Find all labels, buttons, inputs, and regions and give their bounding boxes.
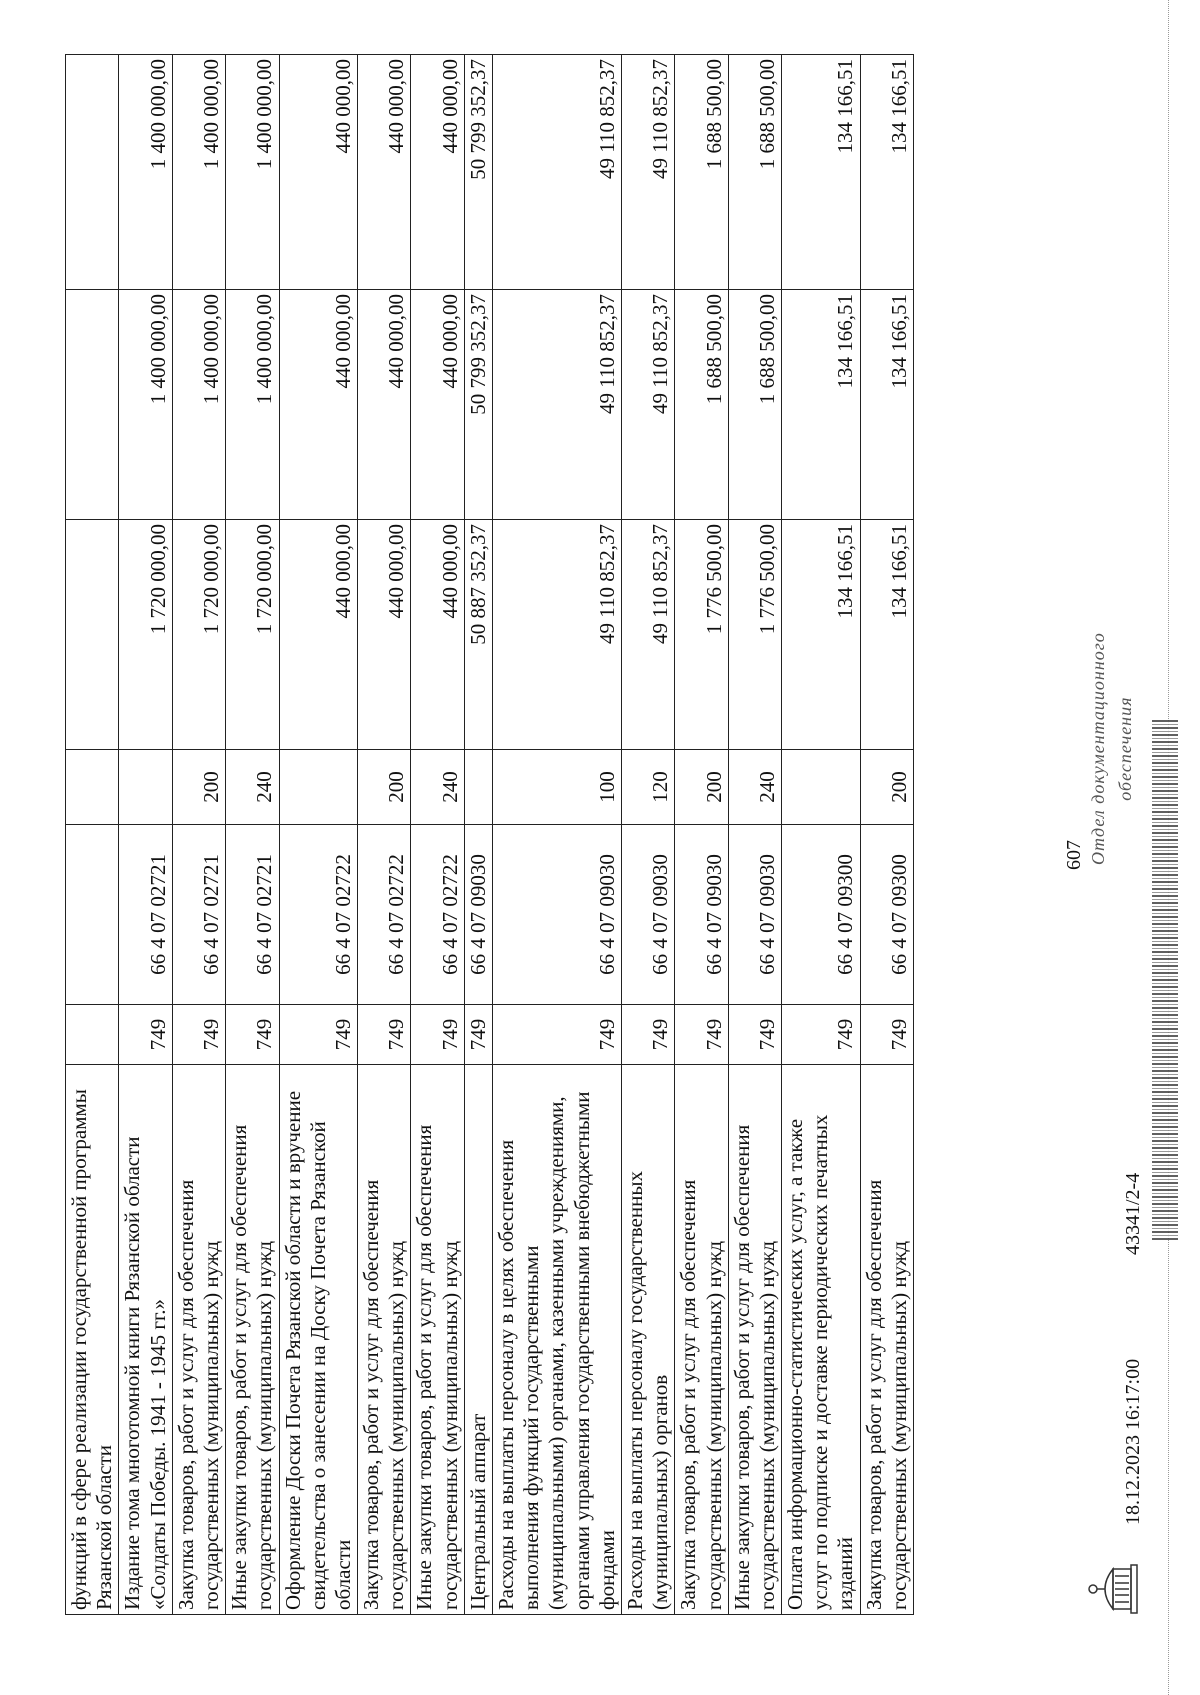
budget-table — [65, 54, 914, 1615]
row-amount-1 — [66, 520, 119, 750]
row-amount-2: 49 110 852,37 — [493, 290, 622, 520]
row-name: Иные закупки товаров, работ и услуг для обеспечения государственных (муниципальных) нужд — [411, 1065, 464, 1615]
row-gov-code: 749 — [172, 1005, 225, 1065]
table-row — [621, 55, 674, 1615]
row-amount-3: 134 166,51 — [782, 55, 861, 290]
budget-table-body — [66, 55, 914, 1615]
row-name: Иные закупки товаров, работ и услуг для обеспечения государственных (муниципальных) нужд — [226, 1065, 279, 1615]
row-amount-2: 50 799 352,37 — [464, 290, 492, 520]
row-expense-type: 200 — [172, 750, 225, 825]
row-gov-code: 749 — [728, 1005, 781, 1065]
row-target-code: 66 4 07 09300 — [860, 825, 913, 1005]
row-amount-2: 1 400 000,00 — [172, 290, 225, 520]
row-target-code: 66 4 07 09030 — [675, 825, 728, 1005]
row-amount-3: 49 110 852,37 — [621, 55, 674, 290]
row-amount-1: 1 776 500,00 — [675, 520, 728, 750]
row-gov-code: 749 — [621, 1005, 674, 1065]
row-target-code — [66, 825, 119, 1005]
row-amount-1: 1 720 000,00 — [226, 520, 279, 750]
row-expense-type: 240 — [411, 750, 464, 825]
table-row — [782, 55, 861, 1615]
row-target-code: 66 4 07 09030 — [621, 825, 674, 1005]
row-amount-1: 49 110 852,37 — [493, 520, 622, 750]
row-amount-2: 1 688 500,00 — [675, 290, 728, 520]
row-expense-type: 200 — [358, 750, 411, 825]
row-expense-type — [464, 750, 492, 825]
row-expense-type: 120 — [621, 750, 674, 825]
row-expense-type: 200 — [860, 750, 913, 825]
row-amount-3: 1 400 000,00 — [119, 55, 172, 290]
row-name: Закупка товаров, работ и услуг для обеспечения государственных (муниципальных) нужд — [358, 1065, 411, 1615]
scan-edge-artifact — [1150, 0, 1200, 1695]
duma-building-icon — [1085, 1563, 1143, 1615]
table-row — [860, 55, 913, 1615]
row-amount-3: 440 000,00 — [358, 55, 411, 290]
table-row — [226, 55, 279, 1615]
row-amount-2: 1 400 000,00 — [119, 290, 172, 520]
row-name: Иные закупки товаров, работ и услуг для обеспечения государственных (муниципальных) нужд — [728, 1065, 781, 1615]
row-name: Издание тома многотомной книги Рязанской области «Солдаты Победы. 1941 - 1945 гг.» — [119, 1065, 172, 1615]
row-amount-2: 440 000,00 — [279, 290, 358, 520]
row-amount-3: 49 110 852,37 — [493, 55, 622, 290]
stamp-code: 43341/2-4 — [1122, 1172, 1144, 1255]
table-row — [119, 55, 172, 1615]
department-stamp — [1085, 632, 1139, 865]
row-expense-type — [279, 750, 358, 825]
row-amount-2: 440 000,00 — [411, 290, 464, 520]
row-amount-2: 440 000,00 — [358, 290, 411, 520]
row-target-code: 66 4 07 02721 — [172, 825, 225, 1005]
row-amount-3 — [66, 55, 119, 290]
table-row — [464, 55, 492, 1615]
row-target-code: 66 4 07 09300 — [782, 825, 861, 1005]
row-name: Оплата информационно-статистических услуг, а также услуг по подписке и доставке периодических печатных изданий — [782, 1065, 861, 1615]
row-amount-2: 134 166,51 — [860, 290, 913, 520]
row-amount-1: 50 887 352,37 — [464, 520, 492, 750]
row-gov-code: 749 — [860, 1005, 913, 1065]
row-target-code: 66 4 07 02721 — [226, 825, 279, 1005]
row-amount-1: 440 000,00 — [279, 520, 358, 750]
row-gov-code: 749 — [675, 1005, 728, 1065]
row-amount-1: 1 720 000,00 — [172, 520, 225, 750]
row-amount-1: 49 110 852,37 — [621, 520, 674, 750]
row-gov-code: 749 — [782, 1005, 861, 1065]
row-amount-3: 134 166,51 — [860, 55, 913, 290]
table-row — [66, 55, 119, 1615]
row-amount-2: 49 110 852,37 — [621, 290, 674, 520]
row-gov-code: 749 — [358, 1005, 411, 1065]
row-gov-code: 749 — [464, 1005, 492, 1065]
department-stamp-line1: Отдел документационного — [1088, 632, 1108, 865]
row-amount-3: 440 000,00 — [279, 55, 358, 290]
row-expense-type: 240 — [226, 750, 279, 825]
row-amount-3: 1 688 500,00 — [675, 55, 728, 290]
row-name: Центральный аппарат — [464, 1065, 492, 1615]
row-gov-code: 749 — [119, 1005, 172, 1065]
row-expense-type — [782, 750, 861, 825]
row-amount-1: 440 000,00 — [411, 520, 464, 750]
table-row — [411, 55, 464, 1615]
row-amount-2: 134 166,51 — [782, 290, 861, 520]
row-name: Закупка товаров, работ и услуг для обеспечения государственных (муниципальных) нужд — [860, 1065, 913, 1615]
scan-barcode-strip — [1152, 720, 1178, 1240]
table-row — [728, 55, 781, 1615]
row-amount-3: 440 000,00 — [411, 55, 464, 290]
row-gov-code: 749 — [411, 1005, 464, 1065]
row-amount-3: 1 688 500,00 — [728, 55, 781, 290]
row-amount-1: 134 166,51 — [860, 520, 913, 750]
row-amount-3: 1 400 000,00 — [172, 55, 225, 290]
row-expense-type: 100 — [493, 750, 622, 825]
stamp-date: 18.12.2023 16:17:00 — [1122, 1358, 1144, 1525]
table-row — [279, 55, 358, 1615]
row-name: Расходы на выплаты персоналу государственных (муниципальных) органов — [621, 1065, 674, 1615]
table-row — [172, 55, 225, 1615]
row-target-code: 66 4 07 09030 — [464, 825, 492, 1005]
row-expense-type: 240 — [728, 750, 781, 825]
row-target-code: 66 4 07 09030 — [493, 825, 622, 1005]
row-amount-2: 1 400 000,00 — [226, 290, 279, 520]
row-amount-1: 440 000,00 — [358, 520, 411, 750]
row-target-code: 66 4 07 02722 — [358, 825, 411, 1005]
row-name: функций в сфере реализации государственной программы Рязанской области — [66, 1065, 119, 1615]
row-amount-3: 1 400 000,00 — [226, 55, 279, 290]
row-name: Расходы на выплаты персоналу в целях обеспечения выполнения функций государственными (муниципальными) органами, казенными учреждениями, органами управления государственными внебюджетными фондами — [493, 1065, 622, 1615]
row-expense-type: 200 — [675, 750, 728, 825]
row-gov-code: 749 — [226, 1005, 279, 1065]
row-target-code: 66 4 07 02721 — [119, 825, 172, 1005]
row-amount-1: 134 166,51 — [782, 520, 861, 750]
row-gov-code — [66, 1005, 119, 1065]
row-amount-2: 1 688 500,00 — [728, 290, 781, 520]
row-expense-type — [66, 750, 119, 825]
row-gov-code: 749 — [493, 1005, 622, 1065]
row-expense-type — [119, 750, 172, 825]
table-row — [493, 55, 622, 1615]
table-row — [675, 55, 728, 1615]
page-number: 607 — [1063, 840, 1085, 870]
row-amount-1: 1 776 500,00 — [728, 520, 781, 750]
row-name: Закупка товаров, работ и услуг для обеспечения государственных (муниципальных) нужд — [675, 1065, 728, 1615]
row-amount-2 — [66, 290, 119, 520]
row-gov-code: 749 — [279, 1005, 358, 1065]
row-amount-3: 50 799 352,37 — [464, 55, 492, 290]
row-target-code: 66 4 07 02722 — [279, 825, 358, 1005]
table-row — [358, 55, 411, 1615]
department-stamp-line2: обеспечения — [1115, 696, 1135, 801]
row-amount-1: 1 720 000,00 — [119, 520, 172, 750]
row-name: Оформление Доски Почета Рязанской области и вручение свидетельства о занесении на Доску Почета Рязанской области — [279, 1065, 358, 1615]
row-target-code: 66 4 07 09030 — [728, 825, 781, 1005]
row-name: Закупка товаров, работ и услуг для обеспечения государственных (муниципальных) нужд — [172, 1065, 225, 1615]
row-target-code: 66 4 07 02722 — [411, 825, 464, 1005]
